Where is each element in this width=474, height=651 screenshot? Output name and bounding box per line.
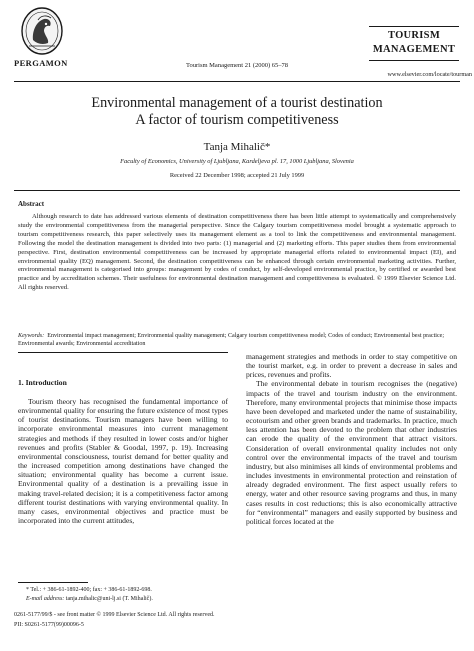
publisher-logo xyxy=(20,6,64,56)
author-name: Tanja Mihalič* xyxy=(203,141,271,153)
abstract-rule-top xyxy=(14,190,460,191)
email-address[interactable]: tanja.mihalic@uni-lj.si (T. Mihalič). xyxy=(64,596,153,602)
title-line-1: Environmental management of a tourist destination xyxy=(91,95,383,111)
abstract-rule-bottom xyxy=(18,352,228,353)
brand-rule-bottom xyxy=(369,60,459,61)
copyright-line: 0261-5177/99/$ - see front matter © 1999 Elsevier Science Ltd. All rights reserved. xyxy=(14,612,215,618)
keywords-list: Environmental impact management; Environmental quality management; Calgary tourism competitiveness model; Codes of conduct; Environmental best practice; Environmental awards; Environmental accreditation xyxy=(18,333,445,348)
right-paragraph-1: management strategies and methods in order to stay competitive on the tourist market, e.g. in order to prevent a decrease in sales and prices, revenues and profits. xyxy=(246,352,457,380)
article-title xyxy=(0,95,474,129)
footnote-contact: * Tel.: + 386-61-1892-400; fax: + 386-61-1892-698. xyxy=(26,587,152,593)
email-label: E-mail address: xyxy=(26,596,65,602)
keywords xyxy=(18,332,458,348)
brand-rule-top xyxy=(369,26,459,27)
right-paragraph-2: The environmental debate in tourism recognises the (negative) impacts of the travel and tourism industry on the environment. Therefore, many environmental projects that minimise those impacts have been developed and marketed under the name of sustainability, ecotourism and other green brands and trademarks. In practice, much less attention has been devoted to the problem that other industries can erode the quality of the environment that attract visitors. Consideration of overall environmental quality includes not only control over the environmental impacts of the travel and tourism industry, but also minimises all kinds of environmental problems and includes investments in environmental protection and reinstation of already degraded environment. The first aspect usually refers to energy, water and other resource saving programs and thus, in many cases results in cost reductions; this is also economically attractive for “environmental” managers and easily supported by business and political forces located at the xyxy=(246,379,457,526)
abstract-heading: Abstract xyxy=(18,200,45,208)
body-right-column xyxy=(246,352,457,526)
brand-line-1: TOURISM xyxy=(387,30,441,41)
journal-reference: Tourism Management 21 (2000) 65–78 xyxy=(185,62,289,69)
brand-line-2: MANAGEMENT xyxy=(372,44,456,55)
header-rule xyxy=(14,81,460,82)
journal-url[interactable]: www.elsevier.com/locate/tourman xyxy=(387,71,472,78)
pii-line: PII: S0261-5177(99)00096-5 xyxy=(14,622,84,628)
journal-brand xyxy=(369,29,459,57)
footnote-email xyxy=(26,596,153,604)
author-affiliation: Faculty of Economics, University of Ljubljana, Kardeljeva pl. 17, 1000 Ljubljana, Slovenia xyxy=(120,158,354,165)
body-left-column: Tourism theory has recognised the fundamental importance of environmental quality for ensuring the future existence of most types of tourist destinations. Tourism managers have been willing to incorporate environmental measures into current management strategies and methods if they resulted in lower costs and/or higher revenues and profits (Stabler & Goodal, 1997, p. 19). Increasing environmental consciousness, tourist demand for better quality and the increased competition among destinations have changed the situation; environmental quality has become a current issue. Environmental quality of a destination is a prevailing issue in making travel-related decision; it is a competitiveness factor among different tourist destinations with varying environmental quality. In many cases, environmental objectives and practice must be incorporated into the current attitudes, xyxy=(18,397,228,526)
abstract-text: Although research to date has addressed various elements of destination competitiveness there has been little attempt to systematically and comprehensively study the environmental competitiveness from the managerial perspective. Since the Calgary tourism competitiveness model brought a systematic approach to tourism competitiveness research, this paper selectively uses its management element as a tool to link the competitiveness and environmental management. Following the model the destination management is divided into two parts: (1) managerial and (2) marketing efforts. This paper studies them from environmental perspective. First, destination environmental competitiveness can be increased by appropriate managerial efforts related to environmental impact (EI), and environmental quality (EQ) management. Second, the destination competitiveness can be enhanced through certain environmental marketing activities. Further, environmental management is categorised into groups: management by codes of conduct, by self-developed environmental practice, by certified or awarded best practice and by accreditation schemes. Their usefulness for environmental destination management and competitiveness is evaluated. © 1999 Elsevier Science Ltd. All rights reserved. xyxy=(18,213,456,292)
section-heading: 1. Introduction xyxy=(18,378,67,387)
article-dates: Received 22 December 1998; accepted 21 July 1999 xyxy=(169,172,305,179)
keywords-label: Keywords: xyxy=(18,333,45,339)
footnote-rule xyxy=(18,582,88,583)
publisher-name: PERGAMON xyxy=(14,58,68,68)
title-line-2: A factor of tourism competitiveness xyxy=(135,112,339,128)
